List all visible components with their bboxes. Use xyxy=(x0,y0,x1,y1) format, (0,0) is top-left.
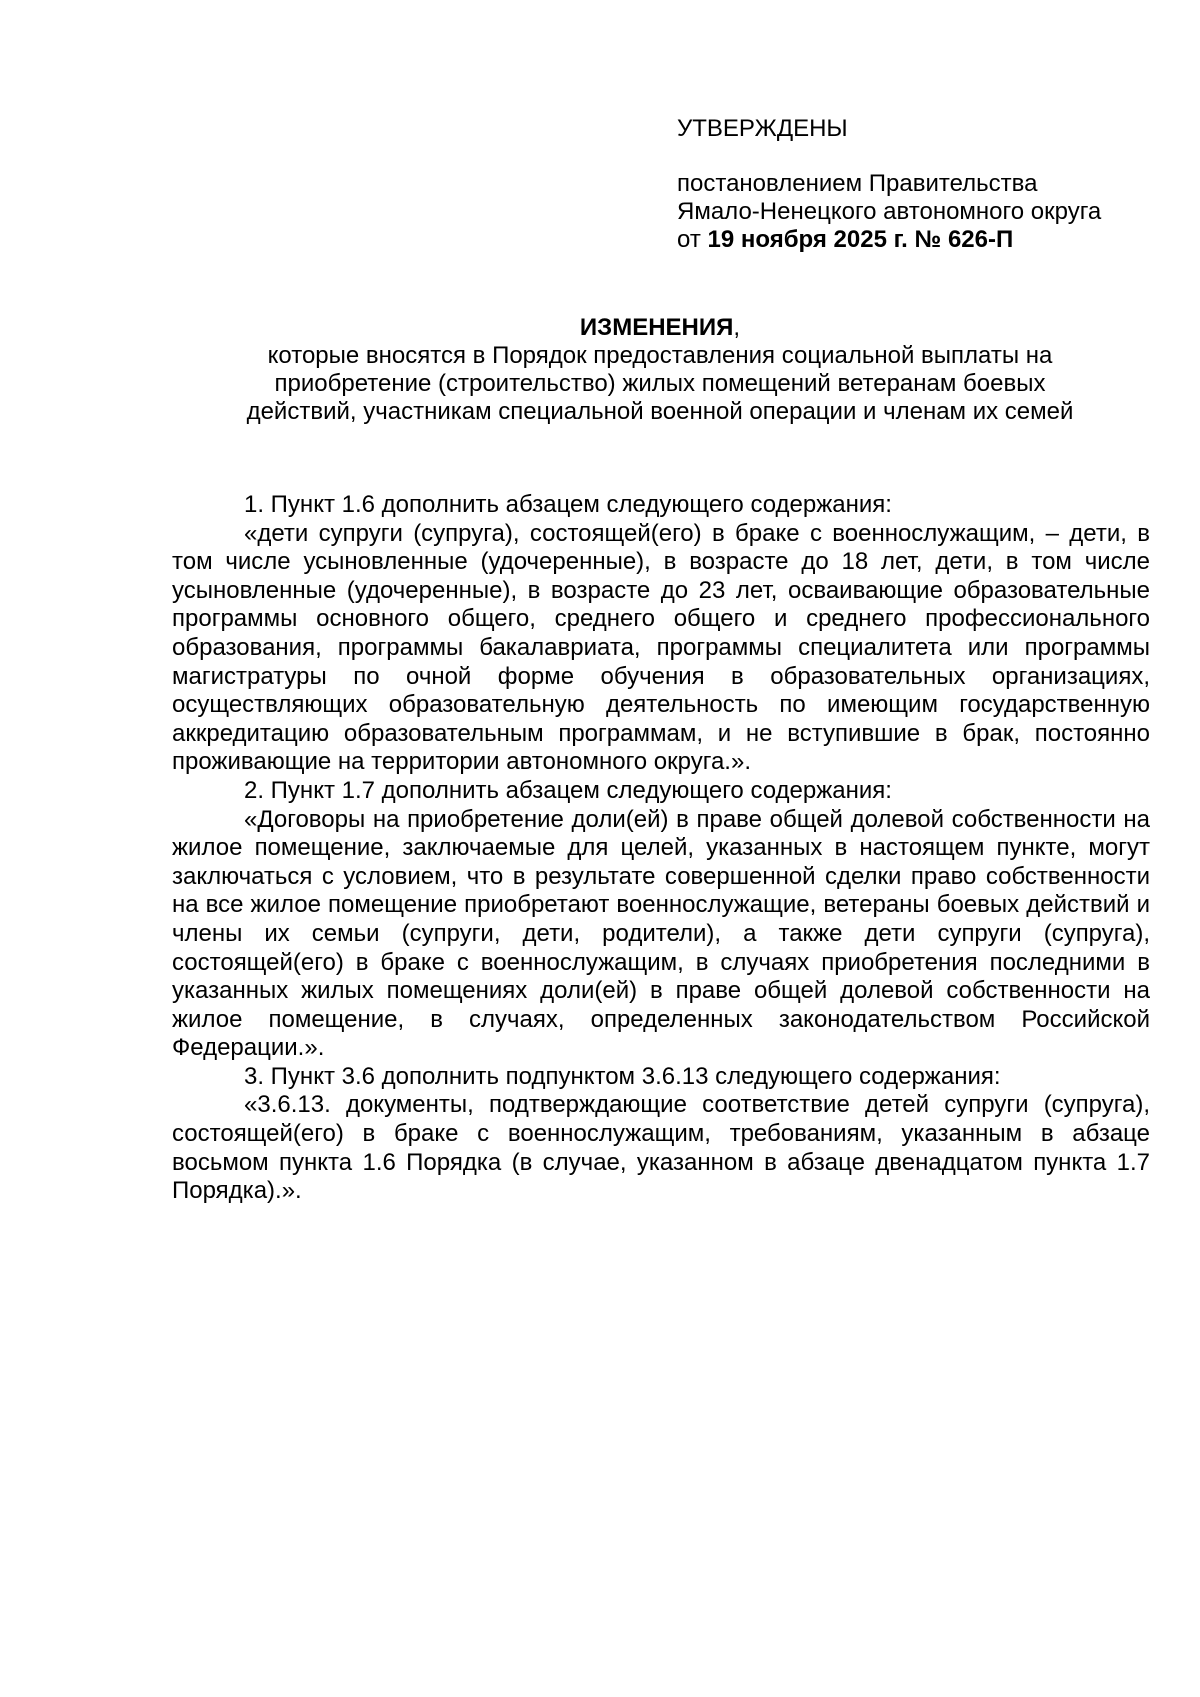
amendment-text-2: «Договоры на приобретение доли(ей) в праве общей долевой собственности на жилое помещение, заключаемые для целей, указанных в настоящем пункте, могут заключаться с условием, что в результате совершенной сделки право собственности на все жилое помещение приобретают военнослужащие, ветераны боевых действий и члены их семьи (супруги, дети, родители), а также дети супруги (супруга), состоящей(его) в браке с военнослужащим, в случаях приобретения последними в указанных жилых помещениях доли(ей) в праве общей долевой собственности на жилое помещение, в случаях, определенных законодательством Российской Федерации.». xyxy=(172,805,1150,1062)
approval-date-prefix: от xyxy=(677,226,708,253)
document-title-suffix: , xyxy=(733,314,741,341)
document-subtitle-line: действий, участникам специальной военной операции и членам их семей xyxy=(246,398,1074,425)
document-body xyxy=(172,491,1150,1206)
approval-block xyxy=(677,115,1147,254)
decree-reference: 19 ноября 2025 г. № 626-П xyxy=(707,226,1014,253)
approval-date-line xyxy=(677,226,1147,254)
amendment-item-3: 3. Пункт 3.6 дополнить подпунктом 3.6.13 следующего содержания: xyxy=(244,1062,1001,1090)
document-title-heading: ИЗМЕНЕНИЯ xyxy=(579,314,734,341)
document-subtitle-line: которые вносятся в Порядок предоставления социальной выплаты на xyxy=(267,342,1053,369)
document-title-block xyxy=(160,314,1160,426)
document-subtitle-line: приобретение (строительство) жилых помещений ветеранам боевых xyxy=(274,370,1046,397)
document-title xyxy=(160,314,1160,342)
amendment-text-1: «дети супруги (супруга), состоящей(его) в браке с военнослужащим, – дети, в том числе усыновленные (удочеренные), в возрасте до 18 лет, дети, в том числе усыновленные (удочеренные), в возрасте до 23 лет, осваивающие образовательные программы основного общего, среднего общего и среднего профессионального образования, программы бакалавриата, программы специалитета или программы магистратуры по очной форме обучения в образовательных организациях, осуществляющих образовательную деятельность по имеющим государственную аккредитацию образовательным программам, и не вступившие в брак, постоянно проживающие на территории автономного округа.». xyxy=(172,519,1150,776)
approval-issuer-region: Ямало-Ненецкого автономного округа xyxy=(677,198,1102,225)
amendment-item-1: 1. Пункт 1.6 дополнить абзацем следующего содержания: xyxy=(244,491,892,518)
amendment-item-2: 2. Пункт 1.7 дополнить абзацем следующего содержания: xyxy=(244,776,892,804)
approval-label: УТВЕРЖДЕНЫ xyxy=(677,115,848,142)
amendment-text-3: «3.6.13. документы, подтверждающие соответствие детей супруги (супруга), состоящей(его) в браке с военнослужащим, требованиям, указанным в абзаце восьмом пункта 1.6 Порядка (в случае, указанном в абзаце двенадцатом пункта 1.7 Порядка).». xyxy=(172,1091,1150,1205)
approval-issuer-line: постановлением Правительства xyxy=(677,170,1038,197)
